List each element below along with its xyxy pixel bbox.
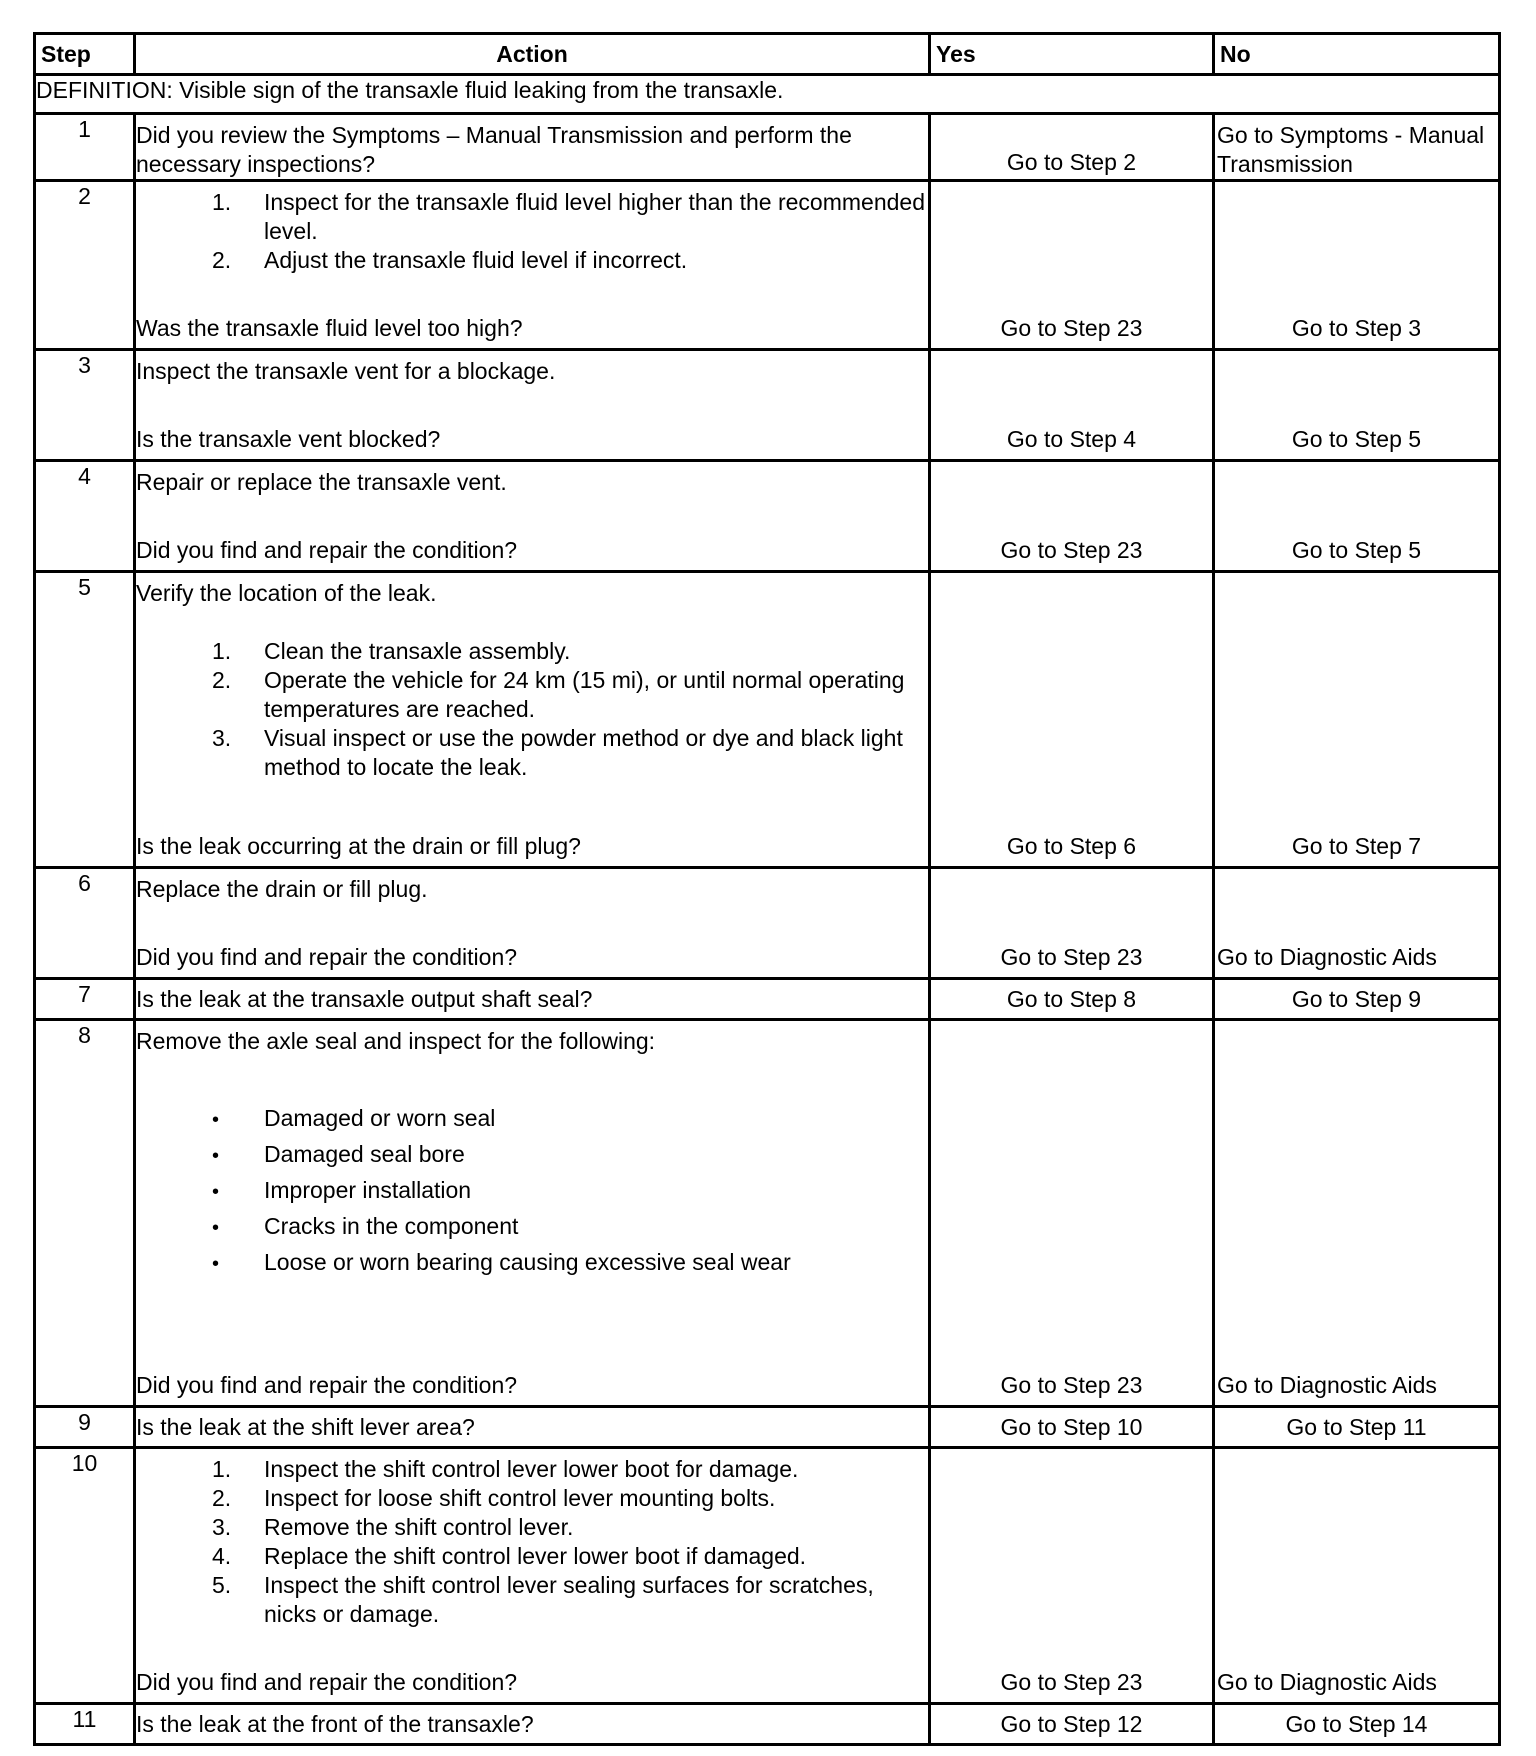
action-text: Is the leak at the front of the transaxle? <box>135 1704 930 1745</box>
list-item: 1. Inspect the shift control lever lower boot for damage. <box>212 1456 799 1482</box>
step-number: 9 <box>35 1407 135 1448</box>
list-item: 5. Inspect the shift control lever sealing surfaces for scratches, nicks or damage. <box>212 1572 874 1627</box>
table-row <box>35 979 1500 1020</box>
question-text: Did you find and repair the condition? <box>136 1372 518 1398</box>
no-cell <box>1214 1020 1500 1407</box>
no-text: Go to Symptoms - Manual Transmission <box>1217 122 1485 177</box>
no-cell <box>1214 1448 1500 1704</box>
yes-text: Go to Step 12 <box>930 1704 1214 1745</box>
no-text: Go to Step 3 <box>1291 315 1422 341</box>
step-number: 7 <box>35 979 135 1020</box>
yes-cell <box>930 350 1214 461</box>
step-number: 5 <box>35 572 135 868</box>
list-item: • Cracks in the component <box>212 1213 519 1239</box>
action-cell <box>135 572 930 868</box>
list-item: 1. Inspect for the transaxle fluid level higher than the recommended level. <box>212 189 925 244</box>
no-cell <box>1214 181 1500 350</box>
action-text: Inspect the transaxle vent for a blockage. <box>136 358 556 384</box>
list-item: • Damaged or worn seal <box>212 1105 496 1131</box>
action-steps <box>136 188 928 275</box>
yes-text: Go to Step 6 <box>1006 833 1137 859</box>
diagnostic-table <box>33 32 1501 1746</box>
no-text: Go to Diagnostic Aids <box>1217 1372 1437 1398</box>
action-cell <box>135 181 930 350</box>
yes-cell <box>930 1448 1214 1704</box>
yes-cell <box>930 572 1214 868</box>
list-item: 3. Visual inspect or use the powder method or dye and black light method to locate the leak. <box>212 725 903 780</box>
action-cell <box>135 868 930 979</box>
list-item: 4. Replace the shift control lever lower boot if damaged. <box>212 1543 807 1569</box>
table-row <box>35 868 1500 979</box>
yes-text: Go to Step 4 <box>1006 426 1137 452</box>
no-cell <box>1214 868 1500 979</box>
action-steps <box>136 637 928 782</box>
yes-text: Go to Step 23 <box>1000 944 1143 970</box>
no-cell <box>1214 461 1500 572</box>
question-text: Did you find and repair the condition? <box>136 537 518 563</box>
definition-text: DEFINITION: Visible sign of the transaxle fluid leaking from the transaxle. <box>35 75 1500 114</box>
definition-row <box>35 75 1500 114</box>
table-row <box>35 350 1500 461</box>
question-text: Did you find and repair the condition? <box>136 944 518 970</box>
list-item: 1. Clean the transaxle assembly. <box>212 638 571 664</box>
list-item: 2. Adjust the transaxle fluid level if incorrect. <box>212 247 688 273</box>
list-item: 3. Remove the shift control lever. <box>212 1514 574 1540</box>
table-row <box>35 1020 1500 1407</box>
action-cell <box>135 1020 930 1407</box>
question-text: Is the transaxle vent blocked? <box>136 426 441 452</box>
step-number: 1 <box>35 114 135 181</box>
header-no: No <box>1214 34 1500 75</box>
yes-text: Go to Step 2 <box>1006 149 1137 175</box>
table-row <box>35 461 1500 572</box>
action-text: Replace the drain or fill plug. <box>136 876 428 902</box>
no-text: Go to Step 9 <box>1214 979 1500 1020</box>
yes-cell <box>930 181 1214 350</box>
step-number: 10 <box>35 1448 135 1704</box>
yes-cell <box>930 461 1214 572</box>
table-row <box>35 1448 1500 1704</box>
action-text: Did you review the Symptoms – Manual Transmission and perform the necessary inspections? <box>136 122 852 177</box>
action-text: Is the leak at the shift lever area? <box>135 1407 930 1448</box>
no-text: Go to Step 14 <box>1214 1704 1500 1745</box>
table-row <box>35 572 1500 868</box>
action-cell <box>135 350 930 461</box>
list-item: 2. Inspect for loose shift control lever mounting bolts. <box>212 1485 776 1511</box>
action-text: Is the leak at the transaxle output shaft seal? <box>135 979 930 1020</box>
list-item: • Loose or worn bearing causing excessive seal wear <box>212 1249 791 1275</box>
no-text: Go to Step 5 <box>1291 426 1422 452</box>
step-number: 4 <box>35 461 135 572</box>
yes-text: Go to Step 23 <box>1000 315 1143 341</box>
yes-text: Go to Step 23 <box>1000 1669 1143 1695</box>
question-text: Is the leak occurring at the drain or fill plug? <box>136 833 581 859</box>
header-yes: Yes <box>930 34 1214 75</box>
header-step: Step <box>35 34 135 75</box>
header-row <box>35 34 1500 75</box>
step-number: 2 <box>35 181 135 350</box>
step-number: 3 <box>35 350 135 461</box>
no-cell <box>1214 572 1500 868</box>
step-number: 11 <box>35 1704 135 1745</box>
list-item: 2. Operate the vehicle for 24 km (15 mi), or until normal operating temperatures are reached. <box>212 667 905 722</box>
question-text: Did you find and repair the condition? <box>136 1669 518 1695</box>
no-text: Go to Diagnostic Aids <box>1217 944 1437 970</box>
no-text: Go to Step 11 <box>1214 1407 1500 1448</box>
table-row <box>35 1704 1500 1745</box>
no-text: Go to Diagnostic Aids <box>1217 1669 1437 1695</box>
yes-cell <box>930 1020 1214 1407</box>
yes-cell <box>930 868 1214 979</box>
action-text: Verify the location of the leak. <box>136 580 437 606</box>
no-text: Go to Step 5 <box>1291 537 1422 563</box>
action-steps <box>136 1455 928 1629</box>
list-item: • Damaged seal bore <box>212 1141 465 1167</box>
no-text: Go to Step 7 <box>1291 833 1422 859</box>
question-text: Was the transaxle fluid level too high? <box>136 315 523 341</box>
yes-text: Go to Step 23 <box>1000 1372 1143 1398</box>
table-row <box>35 1407 1500 1448</box>
header-action: Action <box>135 34 930 75</box>
yes-text: Go to Step 8 <box>930 979 1214 1020</box>
action-text: Remove the axle seal and inspect for the following: <box>136 1028 656 1054</box>
action-text: Repair or replace the transaxle vent. <box>136 469 507 495</box>
action-cell <box>135 114 930 181</box>
yes-text: Go to Step 23 <box>1000 537 1143 563</box>
no-cell <box>1214 350 1500 461</box>
list-item: • Improper installation <box>212 1177 472 1203</box>
step-number: 6 <box>35 868 135 979</box>
step-number: 8 <box>35 1020 135 1407</box>
inspection-list <box>136 1101 928 1281</box>
table-row <box>35 181 1500 350</box>
action-cell <box>135 461 930 572</box>
yes-cell <box>930 114 1214 181</box>
no-cell <box>1214 114 1500 181</box>
table-row <box>35 114 1500 181</box>
action-cell <box>135 1448 930 1704</box>
yes-text: Go to Step 10 <box>930 1407 1214 1448</box>
